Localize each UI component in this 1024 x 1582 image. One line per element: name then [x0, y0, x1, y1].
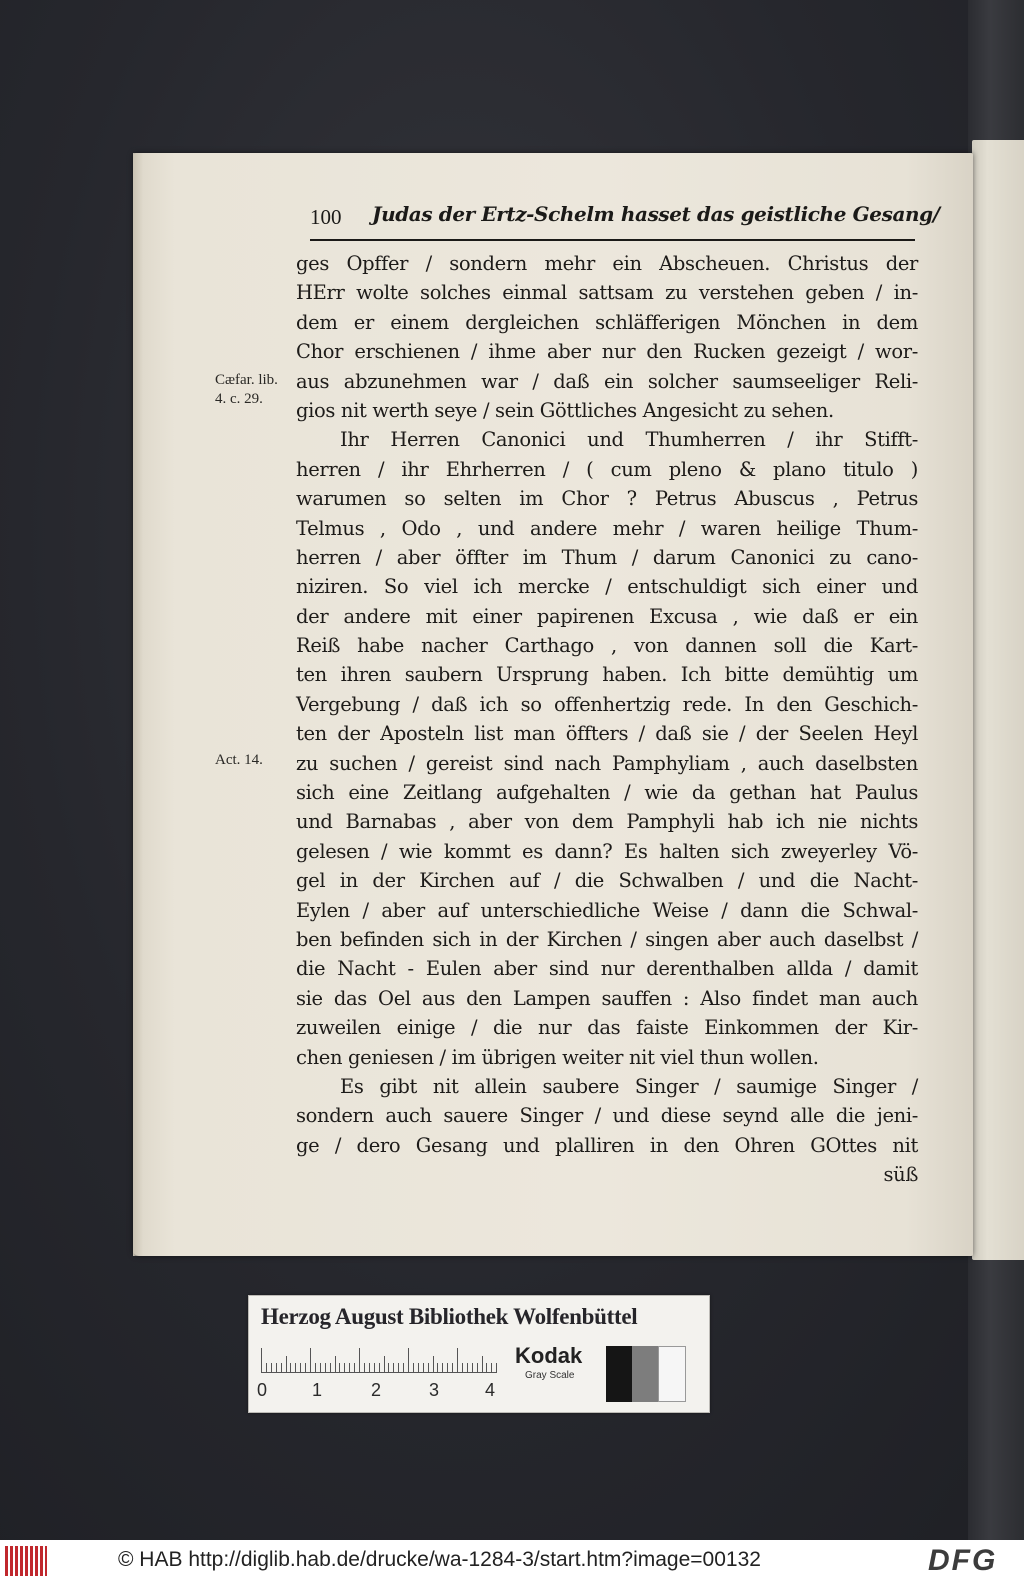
footer-bar: [0, 1540, 1024, 1582]
library-name: Herzog August Bibliothek Wolfenbüttel: [261, 1304, 638, 1329]
ruler-tick: [428, 1363, 429, 1372]
ruler-tick: [276, 1363, 277, 1372]
marginal-note-caesarius: [215, 371, 278, 409]
ruler-tick: [413, 1363, 414, 1372]
page-header: [310, 199, 940, 241]
text-line: Ihr Herren Canonici und Thumherren / ihr Stifft-: [340, 428, 918, 452]
ruler-tick: [325, 1363, 326, 1372]
ruler-tick: [384, 1356, 385, 1372]
ruler-tick: [295, 1363, 296, 1372]
text-line: Chor erschienen / ihme aber nur den Rucken gezeigt / wor-: [296, 340, 918, 364]
ruler-tick: [349, 1363, 350, 1372]
ruler-tick: [364, 1363, 365, 1372]
marginal-note-line: Cæfar. lib.: [215, 372, 278, 388]
ruler-tick: [305, 1363, 306, 1372]
next-page-edge: [972, 140, 1024, 1260]
ruler-number: 0: [257, 1380, 268, 1400]
ruler-tick: [335, 1356, 336, 1372]
text-line: herren / aber öffter im Thum / darum Canonici zu cano-: [296, 545, 918, 569]
text-line: chen geniesen / im übrigen weiter nit viel thun wollen.: [296, 1045, 819, 1069]
dfg-logo: DFG: [928, 1544, 998, 1577]
ruler-tick: [369, 1363, 370, 1372]
hab-logo-icon: [5, 1546, 47, 1576]
text-line: ge / dero Gesang und plalliren in den Ohren GOttes nit: [296, 1133, 918, 1157]
ruler-tick: [266, 1363, 267, 1372]
text-line: Eylen / aber auf unterschiedliche Weise / dann die Schwal-: [296, 898, 918, 922]
text-line: ben befinden sich in der Kirchen / singen aber auch daselbst /: [296, 927, 918, 951]
text-line: HErr wolte solches einmal sattsam zu verstehen geben / in-: [296, 281, 918, 305]
ruler-tick: [374, 1363, 375, 1372]
ruler-number: 3: [429, 1380, 440, 1400]
text-line: niziren. So viel ich mercke / entschuldigt sich einer und: [296, 575, 918, 599]
ruler-tick: [359, 1348, 360, 1372]
ruler-tick: [403, 1363, 404, 1372]
gray-patch-white: [658, 1346, 686, 1402]
text-line: gelesen / wie kommt es dann? Es halten sich zweyerley Vö-: [296, 839, 918, 863]
text-line: aus abzunehmen war / daß ein solcher saumseeliger Reli-: [296, 369, 918, 393]
ruler-tick: [379, 1363, 380, 1372]
ruler-tick: [344, 1363, 345, 1372]
ruler-tick: [320, 1363, 321, 1372]
ruler-tick: [452, 1363, 453, 1372]
text-line: gios nit werth seye / sein Göttliches Angesicht zu sehen.: [296, 398, 834, 422]
kodak-logo: Kodak: [515, 1343, 583, 1368]
gray-scale-label: Gray Scale: [525, 1370, 575, 1381]
ruler-tick: [423, 1363, 424, 1372]
text-line: Telmus , Odo , und andere mehr / waren heilige Thum-: [296, 516, 918, 540]
ruler-tick: [457, 1348, 458, 1372]
text-line: zuweilen einige / die nur das faiste Einkommen der Kir-: [296, 1016, 918, 1040]
ruler-tick: [339, 1363, 340, 1372]
marginal-note-line: 4. c. 29.: [215, 391, 263, 407]
ruler-tick: [393, 1363, 394, 1372]
ruler-tick: [482, 1356, 483, 1372]
ruler-tick: [271, 1363, 272, 1372]
ruler-number: 4: [485, 1380, 496, 1400]
ruler-tick: [300, 1363, 301, 1372]
footer-credit-link[interactable]: © HAB http://diglib.hab.de/drucke/wa-1284-3/start.htm?image=00132: [118, 1548, 761, 1571]
ruler-tick: [467, 1363, 468, 1372]
text-line: sie das Oel aus den Lampen sauffen : Also findet man auch: [296, 986, 918, 1010]
ruler-tick: [290, 1363, 291, 1372]
text-line: sich eine Zeitlang aufgehalten / wie da gethan hat Paulus: [296, 781, 918, 805]
text-line: die Nacht - Eulen aber sind nur derenthalben allda / damit: [296, 957, 918, 981]
marginal-note-acts: Act. 14.: [215, 752, 263, 768]
ruler-tick: [447, 1363, 448, 1372]
ruler-tick: [491, 1363, 492, 1372]
ruler-tick: [418, 1363, 419, 1372]
ruler-tick: [442, 1363, 443, 1372]
ruler-tick: [462, 1363, 463, 1372]
gray-patch-black: [606, 1346, 632, 1402]
ruler-tick: [398, 1363, 399, 1372]
ruler-number: 2: [371, 1380, 382, 1400]
text-line: der andere mit einer papirenen Excusa , wie daß er ein: [296, 604, 918, 628]
measurement-ruler: [261, 1346, 497, 1373]
ruler-tick: [354, 1363, 355, 1372]
ruler-tick: [330, 1363, 331, 1372]
ruler-tick: [486, 1363, 487, 1372]
ruler-tick: [433, 1356, 434, 1372]
text-line: warumen so selten im Chor ? Petrus Abuscus , Petrus: [296, 487, 918, 511]
ruler-tick: [388, 1363, 389, 1372]
ruler-number: 1: [312, 1380, 323, 1400]
text-line: gel in der Kirchen auf / die Schwalben / und die Nacht-: [296, 869, 918, 893]
gray-patch-mid: [632, 1346, 658, 1402]
text-line: ges Opffer / sondern mehr ein Abscheuen. Christus der: [296, 252, 918, 275]
book-page: [133, 153, 973, 1256]
page-number: 100: [310, 205, 342, 229]
ruler-tick: [496, 1363, 497, 1372]
running-head: Judas der Ertz-Schelm hasset das geistliche Gesang/: [372, 202, 940, 226]
ruler-tick: [281, 1363, 282, 1372]
ruler-tick: [477, 1363, 478, 1372]
text-line: ten ihren saubern Ursprung haben. Ich bitte demühtig um: [296, 663, 918, 687]
text-line: Reiß habe nacher Carthago , von dannen soll die Kart-: [296, 634, 918, 658]
ruler-tick: [261, 1348, 262, 1372]
ruler-tick: [437, 1363, 438, 1372]
text-line: zu suchen / gereist sind nach Pamphyliam , auch daselbsten: [296, 751, 918, 775]
text-line: dem er einem dergleichen schläfferigen Mönchen in dem: [296, 310, 918, 334]
ruler-tick: [286, 1356, 287, 1372]
color-target-card: [248, 1295, 710, 1413]
text-line: herren / ihr Ehrherren / ( cum pleno & plano titulo ): [296, 457, 918, 481]
text-line: Vergebung / daß ich so offenhertzig rede. In den Geschich-: [296, 692, 918, 716]
text-line: und Barnabas , aber von dem Pamphyli hab ich nie nichts: [296, 810, 918, 834]
catchword: süß: [883, 1163, 918, 1187]
ruler-tick: [408, 1348, 409, 1372]
ruler-tick: [315, 1363, 316, 1372]
ruler-tick: [310, 1348, 311, 1372]
text-line: Es gibt nit allein saubere Singer / saumige Singer /: [340, 1074, 918, 1098]
ruler-tick: [472, 1363, 473, 1372]
body-text: [296, 249, 918, 1190]
text-line: ten der Aposteln list man öffters / daß sie / der Seelen Heyl: [296, 722, 918, 746]
text-line: sondern auch sauere Singer / und diese seynd alle die jeni-: [296, 1104, 918, 1128]
